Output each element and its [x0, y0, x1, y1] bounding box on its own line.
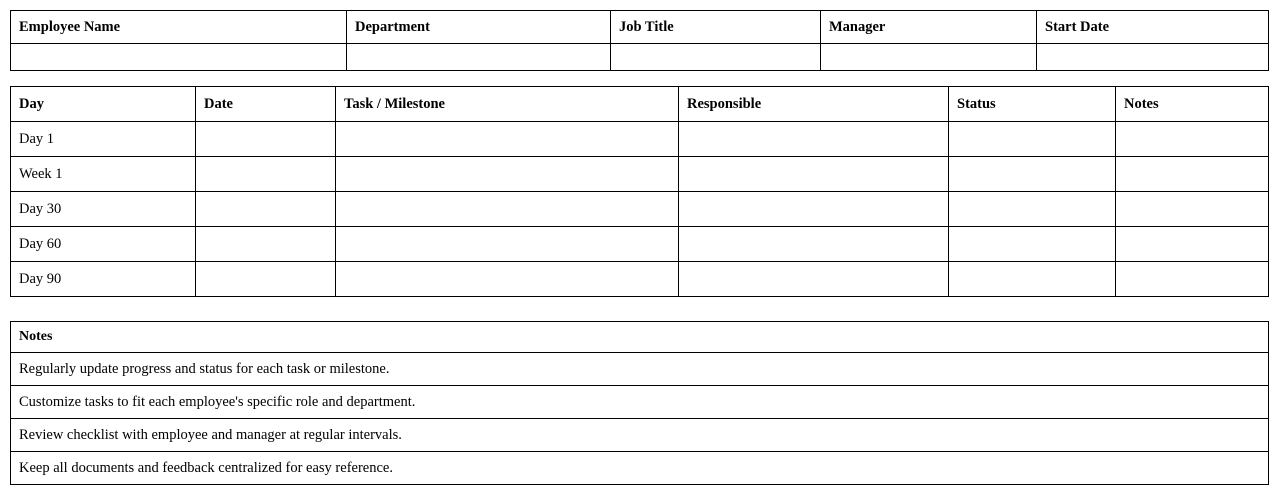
- notes-section-header: Notes: [11, 322, 1269, 353]
- milestone-day: Day 30: [11, 192, 196, 227]
- milestone-day: Day 1: [11, 122, 196, 157]
- employee-name-header: Employee Name: [11, 11, 347, 44]
- start-date-header: Start Date: [1037, 11, 1269, 44]
- table-row: [11, 262, 1269, 297]
- status-header: Status: [949, 87, 1116, 122]
- milestone-date[interactable]: [196, 192, 336, 227]
- milestone-notes[interactable]: [1116, 192, 1269, 227]
- note-item: Customize tasks to fit each employee's specific role and department.: [11, 386, 1269, 419]
- notes-table: [10, 321, 1269, 485]
- table-row: [11, 11, 1269, 44]
- employee-info-table: [10, 10, 1269, 71]
- milestone-task[interactable]: [336, 227, 679, 262]
- table-row: [11, 452, 1269, 485]
- table-row: [11, 419, 1269, 452]
- milestone-notes[interactable]: [1116, 157, 1269, 192]
- note-item: Review checklist with employee and manager at regular intervals.: [11, 419, 1269, 452]
- milestone-notes[interactable]: [1116, 122, 1269, 157]
- day-header: Day: [11, 87, 196, 122]
- job-title-header: Job Title: [611, 11, 821, 44]
- manager-value[interactable]: [821, 44, 1037, 71]
- table-row: [11, 227, 1269, 262]
- note-item: Keep all documents and feedback centralized for easy reference.: [11, 452, 1269, 485]
- milestone-table: [10, 86, 1269, 297]
- milestone-status[interactable]: [949, 157, 1116, 192]
- date-header: Date: [196, 87, 336, 122]
- department-value[interactable]: [347, 44, 611, 71]
- table-row: [11, 44, 1269, 71]
- milestone-status[interactable]: [949, 262, 1116, 297]
- table-row: [11, 157, 1269, 192]
- responsible-header: Responsible: [679, 87, 949, 122]
- milestone-date[interactable]: [196, 122, 336, 157]
- job-title-value[interactable]: [611, 44, 821, 71]
- milestone-day: Day 90: [11, 262, 196, 297]
- task-milestone-header: Task / Milestone: [336, 87, 679, 122]
- milestone-notes[interactable]: [1116, 227, 1269, 262]
- milestone-day: Day 60: [11, 227, 196, 262]
- milestone-notes[interactable]: [1116, 262, 1269, 297]
- table-row: [11, 122, 1269, 157]
- manager-header: Manager: [821, 11, 1037, 44]
- table-row: [11, 192, 1269, 227]
- milestone-task[interactable]: [336, 262, 679, 297]
- milestone-responsible[interactable]: [679, 122, 949, 157]
- note-item: Regularly update progress and status for each task or milestone.: [11, 353, 1269, 386]
- milestone-date[interactable]: [196, 262, 336, 297]
- milestone-status[interactable]: [949, 227, 1116, 262]
- department-header: Department: [347, 11, 611, 44]
- employee-name-value[interactable]: [11, 44, 347, 71]
- milestone-responsible[interactable]: [679, 157, 949, 192]
- milestone-task[interactable]: [336, 122, 679, 157]
- milestone-date[interactable]: [196, 157, 336, 192]
- milestone-responsible[interactable]: [679, 192, 949, 227]
- milestone-date[interactable]: [196, 227, 336, 262]
- table-header-row: [11, 87, 1269, 122]
- milestone-task[interactable]: [336, 192, 679, 227]
- table-row: [11, 386, 1269, 419]
- milestone-task[interactable]: [336, 157, 679, 192]
- start-date-value[interactable]: [1037, 44, 1269, 71]
- notes-header: Notes: [1116, 87, 1269, 122]
- milestone-responsible[interactable]: [679, 227, 949, 262]
- milestone-status[interactable]: [949, 122, 1116, 157]
- milestone-day: Week 1: [11, 157, 196, 192]
- milestone-status[interactable]: [949, 192, 1116, 227]
- table-header-row: [11, 322, 1269, 353]
- milestone-responsible[interactable]: [679, 262, 949, 297]
- table-row: [11, 353, 1269, 386]
